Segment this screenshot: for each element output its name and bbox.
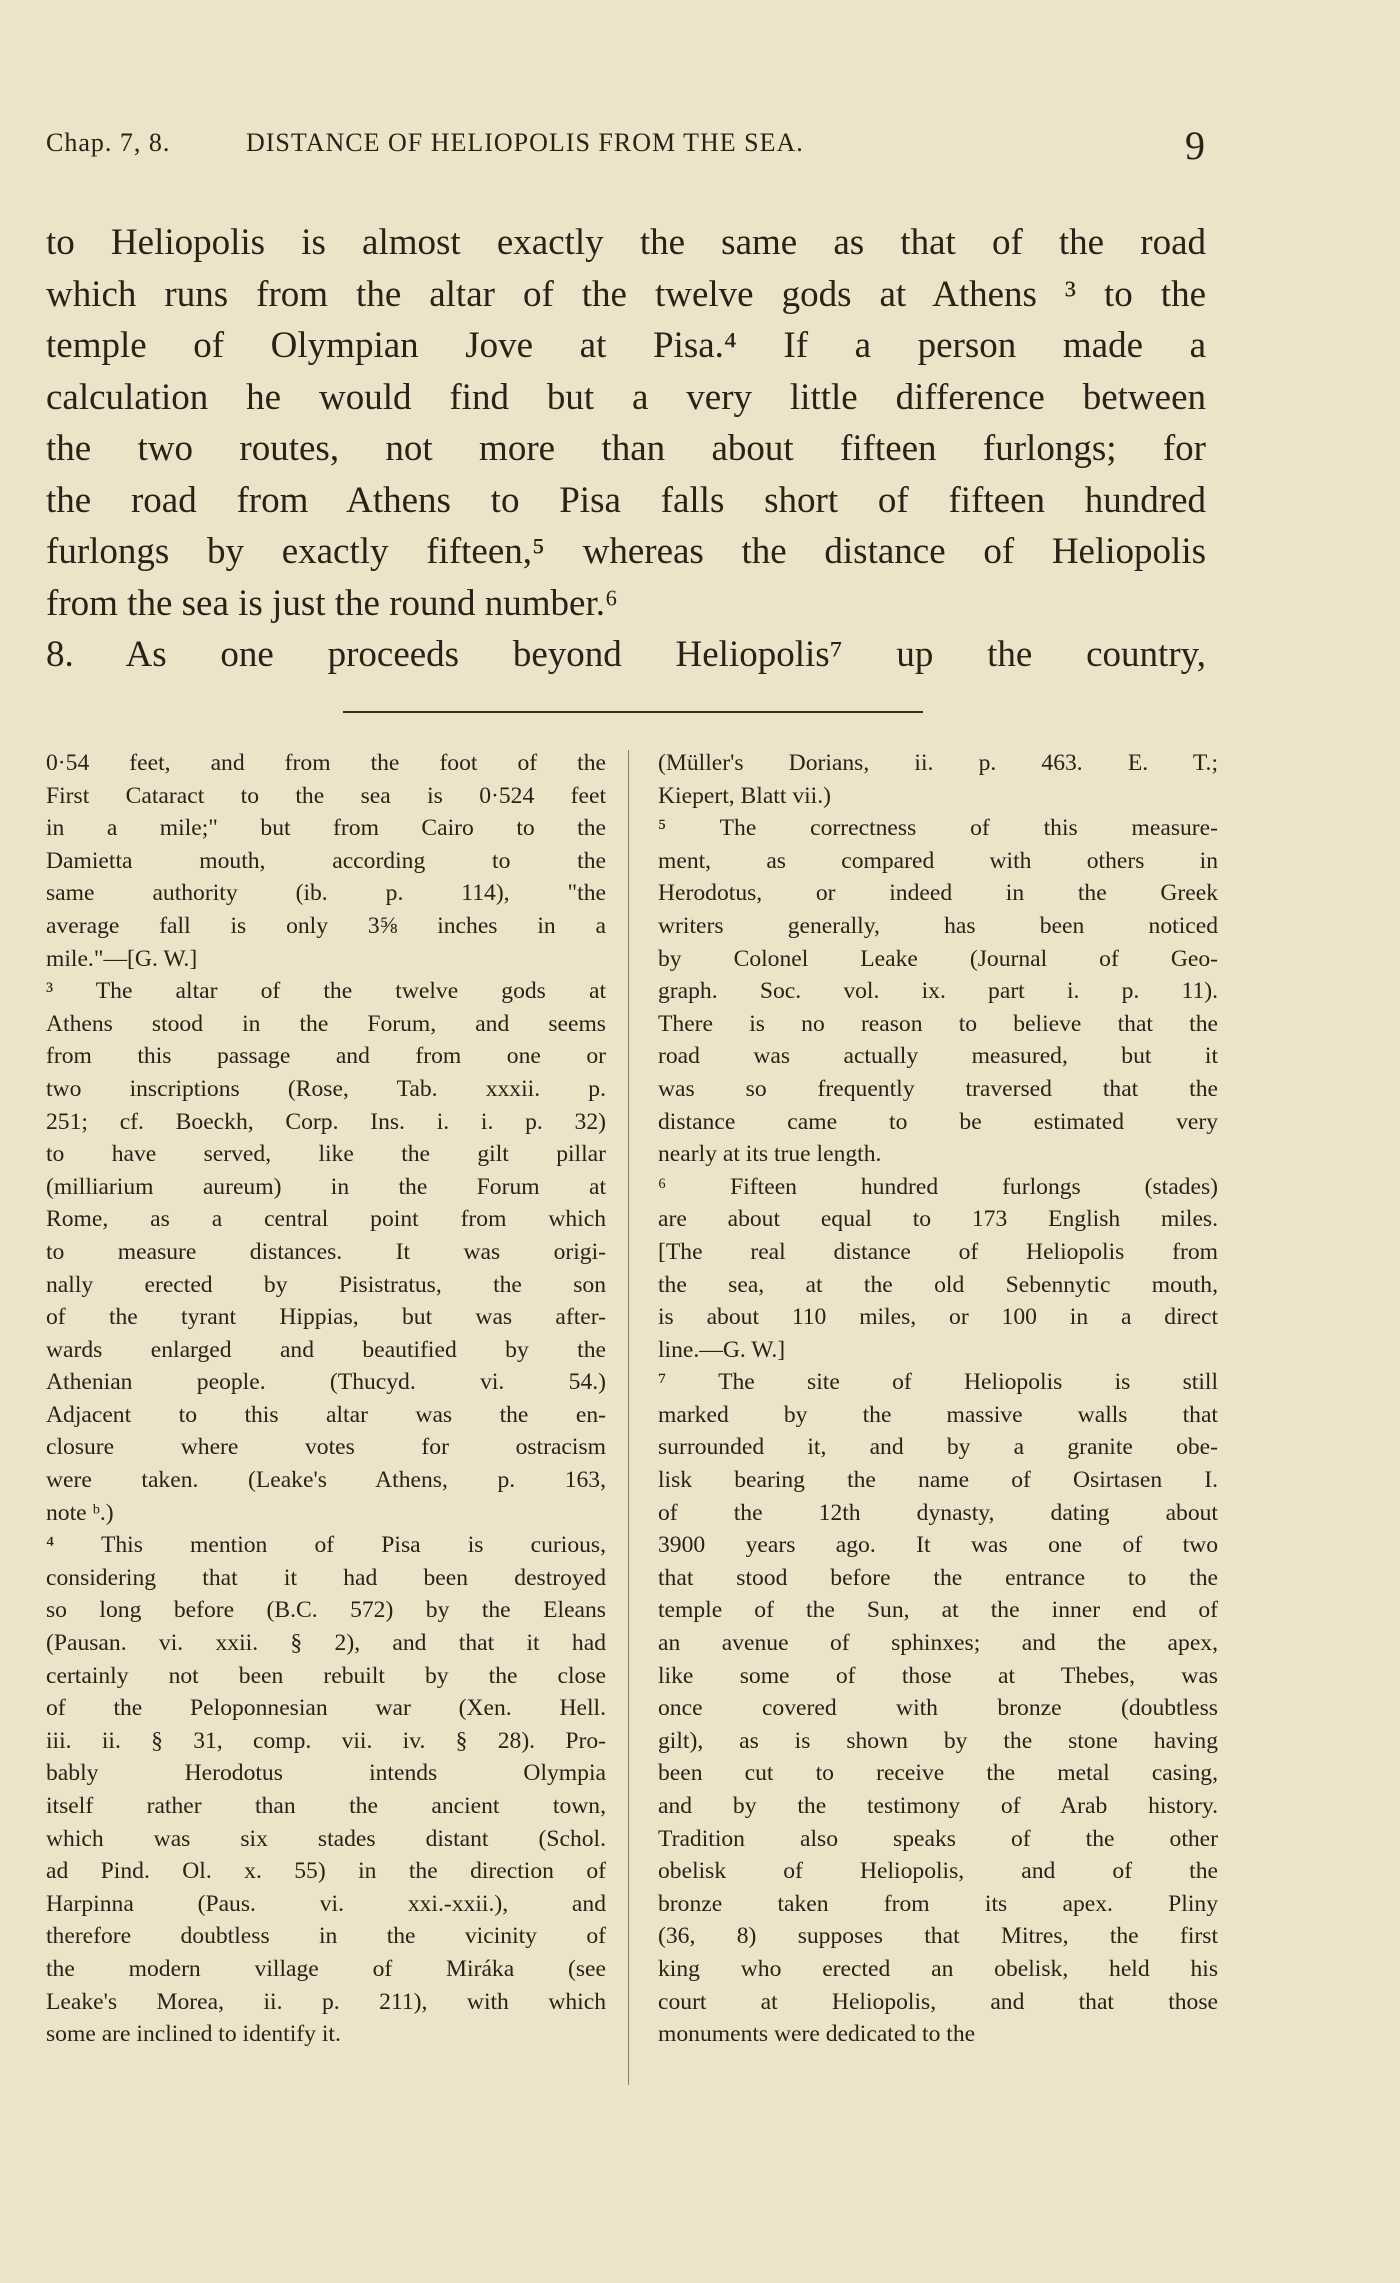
footnote-line: iii. ii. § 31, comp. vii. iv. § 28). Pro- [46, 1727, 606, 1754]
page-title: DISTANCE OF HELIOPOLIS FROM THE SEA. [246, 128, 804, 157]
footnote-line: gilt), as is shown by the stone having [658, 1727, 1218, 1754]
footnote-line: closure where votes for ostracism [46, 1434, 606, 1461]
footnote-line: Rome, as a central point from which [46, 1206, 606, 1233]
footnote-line: average fall is only 3⅝ inches in a [46, 912, 606, 939]
main-text-line: temple of Olympian Jove at Pisa.⁴ If a person made a [46, 325, 1206, 366]
main-text-line: the two routes, not more than about fifteen furlongs; for [46, 428, 1206, 469]
footnote-line: ⁷ The site of Heliopolis is still [658, 1369, 1218, 1396]
footnote-line: from this passage and from one or [46, 1043, 606, 1070]
footnote-line: bably Herodotus intends Olympia [46, 1760, 606, 1787]
footnote-line: temple of the Sun, at the inner end of [658, 1597, 1218, 1624]
main-text-line: which runs from the altar of the twelve gods at Athens ³ to the [46, 273, 1206, 315]
footnote-line: (36, 8) supposes that Mitres, the first [658, 1923, 1218, 1950]
footnote-line: some are inclined to identify it. [46, 2021, 341, 2048]
footnote-line: the modern village of Miráka (see [46, 1955, 606, 1982]
footnote-line: the sea, at the old Sebennytic mouth, [658, 1271, 1218, 1298]
footnote-line: Kiepert, Blatt vii.) [658, 782, 831, 809]
footnote-line: Adjacent to this altar was the en- [46, 1401, 606, 1428]
footnote-line: to measure distances. It was origi- [46, 1238, 606, 1265]
footnote-line: graph. Soc. vol. ix. part i. p. 11). [658, 978, 1218, 1005]
footnote-line: obelisk of Heliopolis, and of the [658, 1858, 1218, 1885]
footnotes-right-column [658, 747, 1218, 2051]
main-text-line: to Heliopolis is almost exactly the same as that of the road [46, 222, 1206, 263]
footnote-line: Tradition also speaks of the other [658, 1825, 1218, 1852]
footnote-line: [The real distance of Heliopolis from [658, 1238, 1218, 1265]
footnote-line: ³ The altar of the twelve gods at [46, 978, 606, 1005]
footnote-line: road was actually measured, but it [658, 1043, 1218, 1070]
footnote-line: like some of those at Thebes, was [658, 1662, 1218, 1689]
footnote-line: bronze taken from its apex. Pliny [658, 1890, 1218, 1917]
footnote-line: itself rather than the ancient town, [46, 1793, 606, 1819]
footnote-line: 0·54 feet, and from the foot of the [46, 750, 606, 776]
footnote-line: two inscriptions (Rose, Tab. xxxii. p. [46, 1075, 606, 1102]
footnote-line: of the 12th dynasty, dating about [658, 1499, 1218, 1526]
footnote-line: 3900 years ago. It was one of two [658, 1532, 1218, 1559]
footnote-line: writers generally, has been noticed [658, 912, 1218, 939]
footnote-line: ment, as compared with others in [658, 847, 1218, 874]
footnote-line: ⁶ Fifteen hundred furlongs (stades) [658, 1173, 1218, 1200]
footnote-line: therefore doubtless in the vicinity of [46, 1923, 606, 1950]
footnote-line: is about 110 miles, or 100 in a direct [658, 1304, 1218, 1331]
footnote-line: were taken. (Leake's Athens, p. 163, [46, 1467, 606, 1494]
footnote-line: same authority (ib. p. 114), "the [46, 880, 606, 907]
footnote-line: was so frequently traversed that the [658, 1075, 1218, 1102]
footnote-line: of the Peloponnesian war (Xen. Hell. [46, 1695, 606, 1722]
footnote-line: Leake's Morea, ii. p. 211), with which [46, 1988, 606, 2015]
footnote-line: so long before (B.C. 572) by the Eleans [46, 1597, 606, 1624]
footnote-line: Athens stood in the Forum, and seems [46, 1010, 606, 1037]
footnote-line: by Colonel Leake (Journal of Geo- [658, 945, 1218, 972]
footnotes-left-column [46, 747, 606, 2051]
footnote-line: wards enlarged and beautified by the [46, 1336, 606, 1363]
footnote-line: certainly not been rebuilt by the close [46, 1662, 606, 1689]
footnote-line: in a mile;" but from Cairo to the [46, 815, 606, 842]
page-number: 9 [1185, 123, 1206, 168]
footnote-line: mile."—[G. W.] [46, 945, 198, 972]
footnote-line: (Pausan. vi. xxii. § 2), and that it had [46, 1630, 606, 1657]
footnote-line: note ᵇ.) [46, 1499, 114, 1526]
footnote-line: distance came to be estimated very [658, 1108, 1218, 1135]
footnote-line: that stood before the entrance to the [658, 1564, 1218, 1591]
footnote-line: and by the testimony of Arab history. [658, 1793, 1218, 1819]
footnote-line: king who erected an obelisk, held his [658, 1955, 1218, 1982]
footnote-line: of the tyrant Hippias, but was after- [46, 1304, 606, 1331]
footnote-line: Damietta mouth, according to the [46, 847, 606, 874]
footnote-separator [343, 711, 923, 713]
main-text-line: furlongs by exactly fifteen,⁵ whereas the distance of Heliopolis [46, 531, 1206, 572]
footnote-line: Herodotus, or indeed in the Greek [658, 880, 1218, 907]
footnote-line: Athenian people. (Thucyd. vi. 54.) [46, 1369, 606, 1396]
footnote-line: Harpinna (Paus. vi. xxi.-xxii.), and [46, 1890, 606, 1917]
main-text-line: calculation he would find but a very little difference between [46, 376, 1206, 418]
main-text [46, 217, 1206, 681]
footnote-line: nearly at its true length. [658, 1141, 882, 1168]
footnote-line: monuments were dedicated to the [658, 2021, 976, 2048]
footnote-line: lisk bearing the name of Osirtasen I. [658, 1467, 1218, 1494]
footnote-line: are about equal to 173 English miles. [658, 1206, 1218, 1233]
footnote-line: an avenue of sphinxes; and the apex, [658, 1630, 1218, 1657]
footnote-line: There is no reason to believe that the [658, 1010, 1218, 1037]
footnote-line: to have served, like the gilt pillar [46, 1141, 606, 1168]
footnote-line: been cut to receive the metal casing, [658, 1760, 1218, 1787]
footnote-line: once covered with bronze (doubtless [658, 1695, 1218, 1722]
footnote-line: ad Pind. Ol. x. 55) in the direction of [46, 1858, 606, 1885]
footnote-line: First Cataract to the sea is 0·524 feet [46, 782, 606, 809]
footnote-line: 251; cf. Boeckh, Corp. Ins. i. i. p. 32) [46, 1108, 606, 1135]
footnote-line: marked by the massive walls that [658, 1401, 1218, 1428]
footnote-line: surrounded it, and by a granite obe- [658, 1434, 1218, 1461]
main-text-line: the road from Athens to Pisa falls short of fifteen hundred [46, 479, 1206, 521]
footnote-line: (milliarium aureum) in the Forum at [46, 1173, 606, 1200]
main-text-line: from the sea is just the round number.⁶ [46, 582, 618, 624]
footnote-line: nally erected by Pisistratus, the son [46, 1271, 606, 1298]
main-text-line: 8. As one proceeds beyond Heliopolis⁷ up the country, [46, 634, 1206, 675]
footnote-line: line.—G. W.] [658, 1336, 786, 1363]
footnote-line: considering that it had been destroyed [46, 1564, 606, 1591]
footnote-line: court at Heliopolis, and that those [658, 1988, 1218, 2015]
footnote-line: (Müller's Dorians, ii. p. 463. E. T.; [658, 750, 1218, 776]
footnote-line: which was six stades distant (Schol. [46, 1825, 606, 1852]
column-divider [628, 750, 629, 2085]
chapter-reference: Chap. 7, 8. [46, 128, 171, 157]
footnote-line: ⁵ The correctness of this measure- [658, 815, 1218, 842]
footnote-line: ⁴ This mention of Pisa is curious, [46, 1532, 606, 1559]
